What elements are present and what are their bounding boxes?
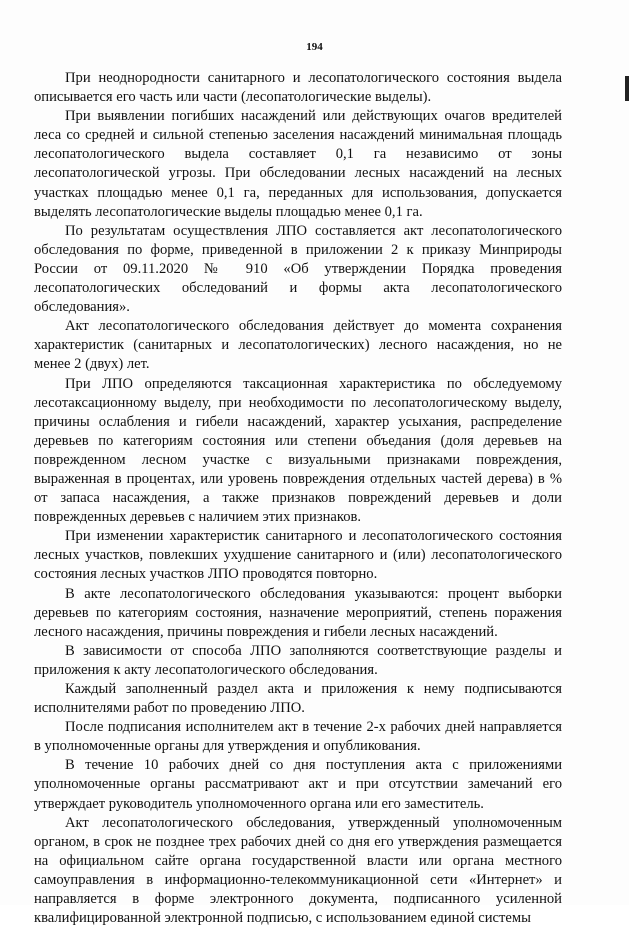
paragraph: В зависимости от способа ЛПО заполняются соответствующие разделы и приложения к акту лесопатологического обследования. xyxy=(34,642,562,678)
paragraph: После подписания исполнителем акт в течение 2-х рабочих дней направляется в уполномоченные органы для утверждения и опубликования. xyxy=(34,719,562,755)
paragraph: При ЛПО определяются таксационная характеристика по обследуемому лесотаксационному выделу, при необходимости по лесопатологическому выделу, причины ослабления и гибели насаждений, характер усыхания, распределение деревьев по категориям состояния или степени объедания (доля деревьев на поврежденном лесном участке с визуальными признаками повреждения, выраженная в процентах, или уровень повреждения отдельных частей дерева) в % от запаса насаждения, а также признаков повреждений деревьев и доли поврежденных деревьев с наличием этих признаков. xyxy=(34,375,562,526)
paragraph: При изменении характеристик санитарного и лесопатологического состояния лесных участков, повлекших ухудшение санитарного и (или) лесопатологического состояния лесных участков ЛПО проводятся повторно. xyxy=(34,528,562,583)
paragraph: При неоднородности санитарного и лесопатологического состояния выдела описывается его часть или части (лесопатологические выделы). xyxy=(34,70,562,106)
paragraph: В акте лесопатологического обследования указываются: процент выборки деревьев по категориям состояния, назначение мероприятий, степень поражения лесного насаждения, причины повреждения и гибели лесных насаждений. xyxy=(34,585,562,640)
paragraph: В течение 10 рабочих дней со дня поступления акта с приложениями уполномоченные органы рассматривают акт и при отсутствии замечаний его утверждает руководитель уполномоченного органа или его заместитель. xyxy=(34,757,562,812)
paragraph: При выявлении погибших насаждений или действующих очагов вредителей леса со средней и сильной степенью заселения насаждений минимальная площадь лесопатологического выдела составляет 0,1 га независимо от зоны лесопатологической угрозы. При обследовании лесных насаждений на лесных участках площадью менее 0,1 га, переданных для использования, допускается выделять лесопатологические выделы площадью менее 0,1 га. xyxy=(34,108,562,220)
scan-edge-mark xyxy=(625,76,629,101)
document-body xyxy=(34,69,562,928)
paragraph: Акт лесопатологического обследования действует до момента сохранения характеристик (санитарных и лесопатологических) лесного насаждения, но не менее 2 (двух) лет. xyxy=(34,318,562,373)
page-number: 194 xyxy=(306,41,323,53)
paragraph: Каждый заполненный раздел акта и приложения к нему подписываются исполнителями работ по проведению ЛПО. xyxy=(34,681,562,717)
paragraph: По результатам осуществления ЛПО составляется акт лесопатологического обследования по форме, приведенной в приложении 2 к приказу Минприроды России от 09.11.2020 № 910 «Об утверждении Порядка проведения лесопатологических обследований и формы акта лесопатологического обследования». xyxy=(34,222,562,316)
paragraph: Акт лесопатологического обследования, утвержденный уполномоченным органом, в срок не позднее трех рабочих дней со дня его утверждения размещается на официальном сайте органа государственной власти или органа местного самоуправления в информационно-телекоммуникационной сети «Интернет» и направляется в форме электронного документа, подписанного усиленной квалифицированной электронной подписью, с использованием единой системы xyxy=(34,814,562,927)
